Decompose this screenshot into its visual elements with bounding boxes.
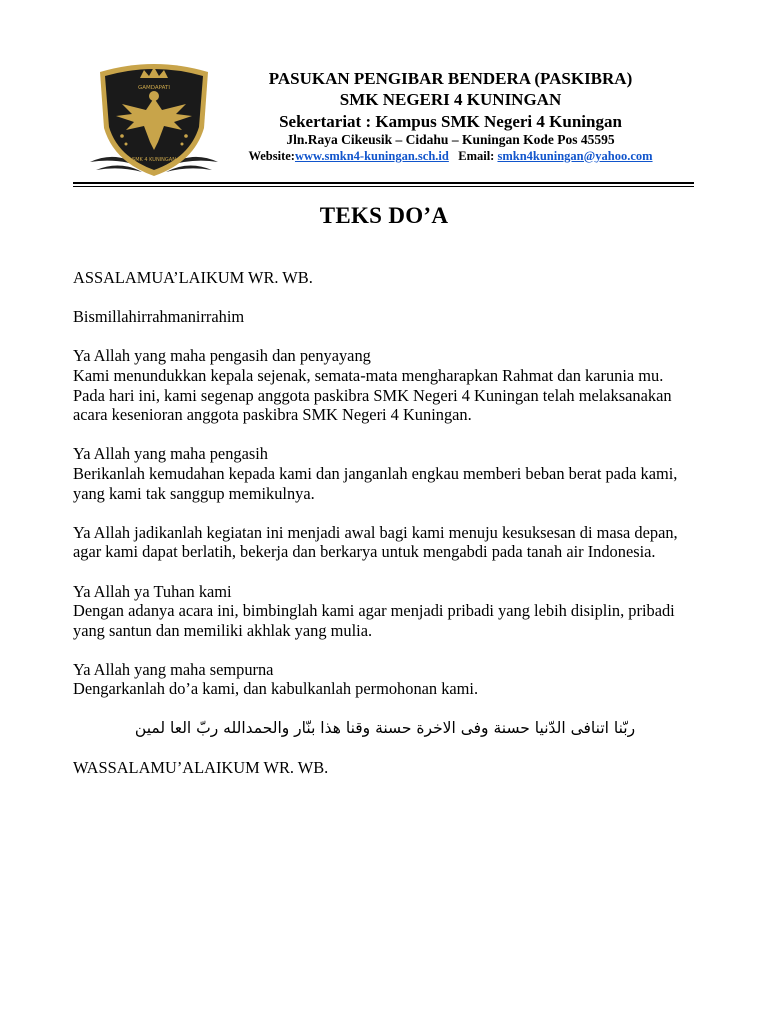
closing-greeting: WASSALAMU’ALAIKUM WR. WB. xyxy=(73,757,329,777)
org-name: PASUKAN PENGIBAR BENDERA (PASKIBRA) xyxy=(268,69,633,88)
basmalah: Bismillahirrahmanirrahim xyxy=(73,307,245,327)
address: Jln.Raya Cikeusik – Cidahu – Kuningan Kode Pos 45595 xyxy=(286,131,615,147)
contact-line xyxy=(228,149,673,165)
email-link[interactable]: smkn4kuningan@yahoo.com xyxy=(497,148,653,163)
paragraph: Ya Allah yang maha sempurna Dengarkanlah do’a kami, dan kabulkanlah permohonan kami. xyxy=(73,659,479,699)
email-label: Email: xyxy=(458,148,495,163)
paragraph: Ya Allah jadikanlah kegiatan ini menjadi awal bagi kami menuju kesuksesan di masa depan, agar kami dapat berlatih, bekerja dan berkarya untuk mengabdi pada tanah air Indonesia. xyxy=(73,522,678,562)
svg-text:GAMDAPATI: GAMDAPATI xyxy=(138,85,170,91)
header-divider-thick xyxy=(73,182,694,184)
svg-text:SMK 4 KUNINGAN: SMK 4 KUNINGAN xyxy=(132,157,176,163)
page-title: TEKS DO’A xyxy=(319,203,449,228)
website-label: Website: xyxy=(248,148,295,163)
secretariat: Sekertariat : Kampus SMK Negeri 4 Kuningan xyxy=(279,111,622,131)
website-link[interactable]: www.smkn4-kuningan.sch.id xyxy=(294,148,449,163)
prayer-text xyxy=(73,268,697,797)
letterhead xyxy=(228,68,673,164)
school-name: SMK NEGERI 4 KUNINGAN xyxy=(339,90,562,110)
header-divider-thin xyxy=(73,186,694,187)
paragraph: Ya Allah ya Tuhan kami Dengan adanya acara ini, bimbinglah kami agar menjadi pribadi yang lebih disiplin, pribadi yang santun dan memiliki akhlak yang mulia. xyxy=(73,581,675,640)
paragraph: Ya Allah yang maha pengasih dan penyayang Kami menundukkan kepala sejenak, semata-mata mengharapkan Rahmat dan karunia mu. Pada hari ini, kami segenap anggota paskibra SMK Negeri 4 Kuningan telah melaksanakan acara kesenioran anggota paskibra SMK Negeri 4 Kuningan. xyxy=(73,346,672,425)
paskibra-logo xyxy=(86,58,222,182)
arabic-prayer: ربّنا اتنافى الدّنيا حسنة وفى الاخرة حسنة وقنا هذا بنّار والحمدالله ربّ العا لمين xyxy=(134,718,636,737)
greeting: ASSALAMUA’LAIKUM WR. WB. xyxy=(73,268,313,287)
paragraph: Ya Allah yang maha pengasih Berikanlah kemudahan kepada kami dan janganlah engkau memberi beban berat pada kami, yang kami tak sanggup memikulnya. xyxy=(73,444,678,503)
